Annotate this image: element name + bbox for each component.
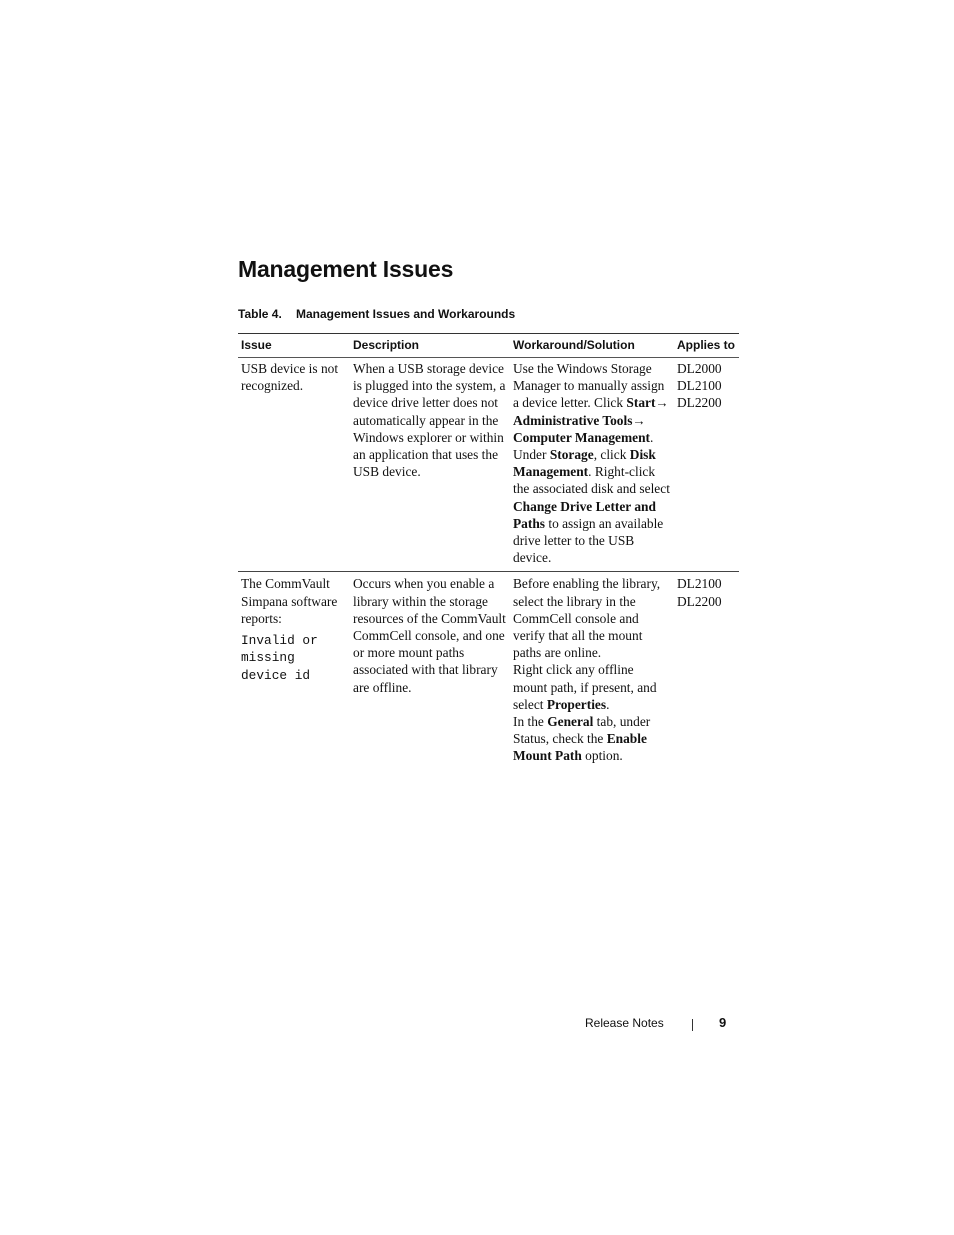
cell-issue: [238, 572, 350, 770]
table-caption-number: Table 4.: [238, 307, 282, 321]
menu-path-computer-management: Computer Management: [513, 429, 650, 445]
header-issue: Issue: [238, 334, 350, 358]
footer-divider: [692, 1019, 693, 1031]
text: . Under: [513, 429, 654, 463]
header-applies-to: Applies to: [674, 334, 739, 358]
text: .: [606, 696, 610, 712]
step-text: [513, 713, 671, 765]
page-number: 9: [719, 1015, 727, 1030]
text: . Right-click the associated disk and select: [513, 464, 670, 497]
footer-doc-title: Release Notes: [585, 1016, 664, 1030]
page-heading: Management Issues: [238, 256, 454, 282]
cell-description: When a USB storage device is plugged into the system, a device drive letter does not automatically appear in the Windows explorer or within an application that uses the USB device.: [353, 361, 506, 480]
menu-path-start: Start: [626, 395, 656, 411]
cell-workaround: [510, 358, 674, 572]
header-workaround: Workaround/Solution: [510, 334, 674, 358]
text: to assign an available drive letter to the USB device.: [513, 515, 664, 566]
table-row: [238, 572, 739, 770]
cell-workaround: [510, 572, 674, 770]
cell-applies-to: [674, 572, 739, 770]
cell-description: Occurs when you enable a library within the storage resources of the CommVault CommCell console, and one or more mount paths associated with that library are offline.: [350, 572, 510, 770]
applies-item: DL2200: [677, 395, 722, 411]
applies-item: DL2200: [677, 593, 722, 609]
issue-text: The CommVault Simpana software reports:: [241, 576, 338, 626]
applies-item: DL2000: [677, 361, 722, 376]
table-caption-title: Management Issues and Workarounds: [296, 307, 516, 321]
applies-item: DL2100: [677, 576, 722, 592]
header-description: Description: [350, 334, 510, 358]
menu-path-disk-management: Disk Management: [513, 447, 656, 480]
menu-path-storage: Storage: [549, 447, 594, 463]
menu-option-change-drive-letter: Change Drive Letter and Paths: [513, 498, 656, 531]
text: Right click any offline mount path, if present, and select: [513, 662, 657, 712]
issues-table: [238, 333, 739, 770]
table-row: [238, 358, 739, 572]
step-text: [513, 661, 671, 713]
text: option.: [581, 748, 623, 764]
table-caption: [238, 307, 515, 321]
text: Use the Windows Storage Manager to manually assign a device letter. Click: [513, 361, 665, 411]
applies-item: DL2100: [677, 378, 722, 394]
step-text: Before enabling the library, select the library in the CommCell console and verify that all the mount paths are online.: [513, 576, 661, 661]
cell-applies-to: [674, 358, 739, 572]
text: →: [632, 412, 646, 428]
error-code: Invalid or missing device id: [241, 633, 318, 683]
text: →: [655, 395, 669, 411]
text: tab, under Status, check the: [513, 714, 651, 747]
option-enable-mount-path: Enable Mount Path: [513, 731, 647, 764]
text: In the: [513, 714, 548, 730]
option-properties: Properties: [546, 696, 607, 712]
tab-general: General: [547, 714, 594, 730]
cell-issue: USB device is not recognized.: [241, 361, 339, 394]
table-header-row: [238, 334, 739, 358]
menu-path-admin-tools: Administrative Tools: [513, 412, 633, 428]
text: , click: [593, 447, 630, 463]
